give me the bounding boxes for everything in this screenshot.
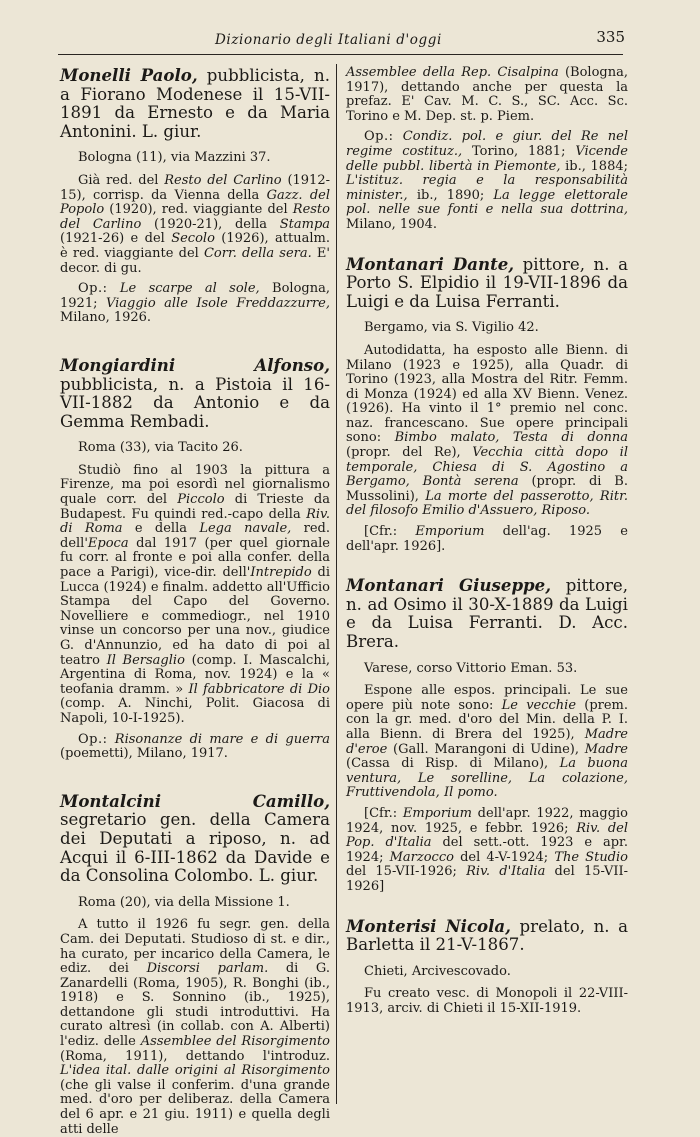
header-rule [58,54,623,55]
entry-mongiardini [60,356,330,762]
entry-works: Op.: Condiz. pol. e giur. del Re nel regime costituz., Torino, 1881; Vicende delle pubbl. libertà in Piemonte, ib., 1884; L'istituz. regia e la responsabilità minister., ib., 1890; La legge elettorale pol. nelle sue fonti e nella sua dottrina, Milano, 1904. [346,129,628,232]
entry-body: Studiò fino al 1903 la pittura a Firenze, ma poi esordì nel giornalismo quale corr. del Piccolo di Trieste da Budapest. Fu quindi red.-capo della Riv. di Roma e della Lega navale, red. dell'Epoca dal 1917 (per quel giornale fu corr. al fronte e poi alla confer. della pace a Parigi), vice-dir. dell'Intrepido di Lucca (1924) e finalm. addetto all'Ufficio Stampa del Capo del Governo. Novelliere e commediogr., nel 1910 vinse un concorso per una nov., giudice G. d'Annunzio, ed ha dato di poi al teatro Il Bersaglio (comp. I. Mascalchi, Argentina di Roma, nov. 1924) e la « teofania dramm. » Il fabbricatore di Dio (comp. A. Ninchi, Polit. Giacosa di Napoli, 10-I-1925). [60,462,331,726]
entry-heading-text: prelato, n. a Barletta il 21-V-1867. [346,916,628,955]
right-column [346,66,628,1016]
entry-address: Roma (33), via Tacito 26. [78,440,243,456]
entry-heading [60,356,330,431]
entry-heading-text: pittore, n. a Porto S. Elpidio il 19-VII-1896 da Luigi e da Luisa Ferranti. [346,254,629,311]
page-header [60,28,625,50]
entry-body: Autodidatta, ha esposto alle Bienn. di Milano (1923 e 1925), alla Quadr. di Torino (1923, alla Mostra del Ritr. Femm. di Monza (1924) ed alla XV Bienn. Venez. (1926). Ha vinto il 1° premio nel conc. naz. francescano. Sue opere principali sono: Bimbo malato, Testa di donna (propr. del Re), Vecchia città dopo il temporale, Chiesa di S. Agostino a Bergamo, Bontà serena (propr. di B. Mussolini), La morte del passerotto, Ritr. del filosofo Emilio d'Assuero, Riposo. [346,342,628,519]
column-divider [336,64,337,1104]
entry-montanari-dante [346,255,628,555]
entry-heading [346,917,628,955]
entry-works: Op.: Risonanze di mare e di guerra (poemetti), Milano, 1917. [60,731,330,762]
entry-address: Varese, corso Vittorio Eman. 53. [364,660,578,676]
entry-montalcini-continued [346,66,628,233]
entry-name: Mongiardini Alfonso, [60,354,330,375]
entry-body-continued: Assemblee della Rep. Cisalpina (Bologna, 1917), dettando anche per questa la prefaz. E' Cav. M. C. S., SC. Acc. Sc. Torino e M. Dep. st. p. Piem. [346,65,628,124]
entry-body: Espone alle espos. principali. Le sue opere più note sono: Le vecchie (prem. con la gr. med. d'oro del Min. della P. I. alla Bienn. di Brera del 1925), Madre d'eroe (Gall. Marangoni di Udine), Madre (Cassa di Risp. di Milano), La buona ventura, Le sorelline, La colazione, Fruttivendola, Il pomo. [346,683,629,801]
running-title: Dizionario degli Italiani d'oggi [215,32,442,48]
page-number: 335 [596,28,625,46]
entry-heading-text: pittore, n. ad Osimo il 30-X-1889 da Luigi e da Luisa Ferranti. D. Acc. Brera. [346,576,628,651]
entry-montanari-giuseppe [346,576,628,894]
entry-address: Bologna (11), via Mazzini 37. [78,150,271,166]
entry-heading [60,792,330,886]
entry-monelli [60,66,330,326]
entry-name: Montanari Giuseppe, [346,575,551,596]
entry-name: Monterisi Nicola, [346,915,511,936]
entry-name: Monelli Paolo, [60,65,198,85]
entry-references: [Cfr.: Emporium dell'ag. 1925 e dell'apr. 1926]. [346,524,628,554]
entry-body: Fu creato vesc. di Monopoli il 22-VIII-1913, arciv. di Chieti il 15-XII-1919. [346,986,628,1016]
entry-address: Roma (20), via della Missione 1. [78,894,290,910]
entry-address: Bergamo, via S. Vigilio 42. [364,320,539,336]
entry-monterisi [346,917,628,1017]
entry-heading [60,66,330,141]
entry-body: Già red. del Resto del Carlino (1912-15), corrisp. da Vienna della Gazz. del Popolo (1920), red. viaggiante del Resto del Carlino (1920-21), della Stampa (1921-26) e del Secolo (1926), attualm. è red. viaggiante del Corr. della sera. E' decor. di gu. [60,172,331,276]
entry-body: A tutto il 1926 fu segr. gen. della Cam. dei Deputati. Studioso di st. e dir., ha curato, per incarico della Camera, le ediz. dei Discorsi parlam. di G. Zanardelli (Roma, 1905), R. Bonghi (ib., 1918) e S. Sonnino (ib., 1925), dettandone gli studi introduttivi. Ha curato altresì (in collab. con A. Alberti) l'ediz. delle Assemblee del Risorgimento (Roma, 1911), dettando l'introduz. L'idea ital. dalle origini al Risorgimento (che gli valse il conferim. d'una grande med. d'oro per deliberaz. della Camera del 6 apr. e 21 giu. 1911) e quella degli atti delle [60,917,330,1137]
entry-name: Montanari Dante, [346,253,515,274]
entry-references: [Cfr.: Emporium dell'apr. 1922, maggio 1924, nov. 1925, e febbr. 1926; Riv. del Pop. d'Italia del sett.-ott. 1923 e apr. 1924; Marzocco del 4-V-1924; The Studio del 15-VII-1926; Riv. d'Italia del 15-VII-1926] [346,805,629,894]
entry-heading-text: segretario gen. della Camera dei Deputati a riposo, n. ad Acqui il 6-III-1862 da Davide e da Consolina Colombo. L. giur. [60,810,330,886]
entry-works: Op.: Le scarpe al sole, Bologna, 1921; Viaggio alle Isole Freddazzurre, Milano, 1926. [60,281,330,326]
entry-heading [346,255,628,312]
entry-name: Montalcini Camillo, [60,790,330,811]
entry-heading-text: pubblicista, n. a Fiorano Modenese il 15-VII-1891 da Ernesto e da Maria Antonini. L. giur. [60,66,330,141]
left-column [60,66,330,1137]
entry-heading [346,576,628,651]
entry-montalcini [60,792,330,1137]
entry-heading-text: pubblicista, n. a Pistoia il 16-VII-1882 da Antonio e da Gemma Rembadi. [60,374,330,431]
entry-address: Chieti, Arcivescovado. [364,963,511,979]
